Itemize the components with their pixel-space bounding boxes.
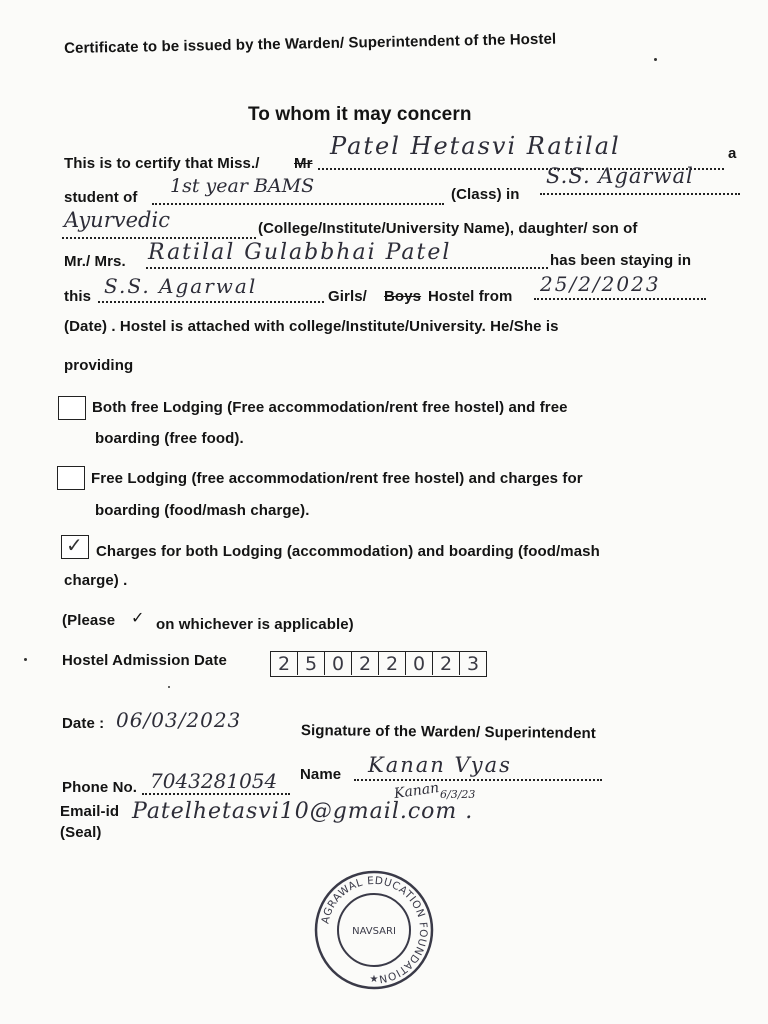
admission-digit: 2 [271,652,298,675]
line5-struck-boys: Boys [384,288,422,305]
admission-date-boxes [270,651,487,677]
hostel-name: S.S. Agarwal [104,274,258,298]
phone-label: Phone No. [62,779,138,796]
foundation-seal-stamp [312,868,436,992]
admission-digit: 2 [352,652,379,675]
class-dotted-line [152,203,444,205]
from-date-dotted-line [534,298,706,300]
line1-suffix: a [728,145,737,162]
check-mark-icon: ✓ [66,533,83,557]
name-label: Name [300,766,342,783]
line6: (Date) . Hostel is attached with college/Institute/University. He/She is [64,318,559,335]
seal-label: (Seal) [60,824,102,841]
line5-prefix: this [64,288,92,305]
seal-center-text: NAVSARI [352,926,396,937]
option3-line2: charge) . [64,572,128,589]
college-value: S.S. Agarwal [546,164,694,188]
line5-hostel-from: Hostel from [428,288,513,305]
warden-initials: Kanan [393,779,441,803]
line4-prefix: Mr./ Mrs. [64,253,126,270]
date-label: Date : [62,715,105,732]
title: To whom it may concern [248,104,472,125]
please-note-after: on whichever is applicable) [156,616,354,633]
admission-digit: 0 [325,652,352,675]
class-value: 1st year BAMS [170,175,315,197]
option2-line2: boarding (food/mash charge). [95,502,310,519]
admission-digit: 2 [433,652,460,675]
parent-dotted-line [146,267,548,269]
parent-name: Ratilal Gulabbhai Patel [148,240,452,265]
phone-dotted-line [142,793,290,795]
line2-class-label: (Class) in [451,186,520,203]
option1-checkbox[interactable] [58,396,86,420]
seal-star-icon: ★ [369,974,379,985]
header-line: Certificate to be issued by the Warden/ Superintendent of the Hostel [64,30,557,57]
option2-checkbox[interactable] [57,466,85,490]
warden-name: Kanan Vyas [368,753,512,777]
admission-digit: 0 [406,652,433,675]
admission-digit: 2 [379,652,406,675]
line1-prefix: This is to certify that Miss./ [64,155,260,172]
phone-value: 7043281054 [150,769,278,793]
line5-girls-label: Girls/ [328,288,367,305]
student-name: Patel Hetasvi Ratilal [330,132,621,160]
warden-sign-date: 6/3/23 [440,788,476,801]
signature-label: Signature of the Warden/ Superintendent [300,722,597,743]
admission-digit: 3 [466,652,480,675]
line1-struck-mr: Mr [294,155,313,172]
email-value: Patelhetasvi10@gmail.com . [132,799,474,824]
line3-college-label: (College/Institute/University Name), daughter/ son of [258,220,638,237]
line7: providing [64,357,134,374]
option2-line1: Free Lodging (free accommodation/rent free hostel) and charges for [91,470,583,487]
line4-suffix: has been staying in [550,252,692,269]
college-cont-dotted-line [62,237,256,239]
option1-line2: boarding (free food). [95,430,244,447]
paper-speck [654,58,657,61]
paper-speck [24,658,27,661]
from-date: 25/2/2023 [540,272,661,296]
line2-prefix: student of [64,189,138,206]
college-dotted-line [540,193,740,195]
option3-line1: Charges for both Lodging (accommodation) and boarding (food/mash [96,543,600,560]
warden-name-dotted-line [354,779,602,781]
paper-speck [168,686,170,688]
please-note-before: (Please [62,612,116,629]
hostel-dotted-line [98,301,324,303]
email-label: Email-id [60,803,120,820]
admission-digit: 5 [298,652,325,675]
admission-label: Hostel Admission Date [62,652,227,669]
tick-icon: ✓ [131,608,145,627]
option3-checkbox[interactable] [61,535,89,559]
college-value-cont: Ayurvedic [64,208,170,232]
option1-line1: Both free Lodging (Free accommodation/rent free hostel) and free [92,399,568,416]
seal-ring-text: AGRAWAL EDUCATION FOUNDATION [319,874,430,985]
date-value: 06/03/2023 [116,708,242,732]
